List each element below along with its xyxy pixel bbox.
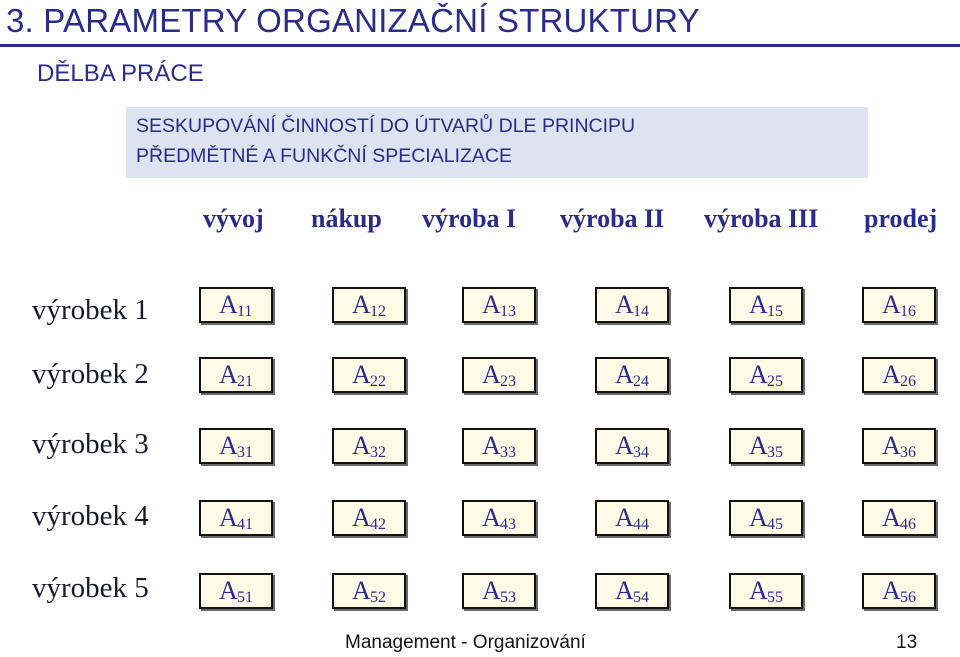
- cell-index: 32: [370, 444, 386, 461]
- matrix-cell: [862, 287, 936, 323]
- footer-text: Management - Organizování: [345, 632, 586, 653]
- cell-letter: A: [352, 431, 371, 460]
- cell-index: 26: [900, 373, 916, 390]
- cell-letter: A: [219, 576, 238, 605]
- cell-index: 54: [633, 589, 649, 606]
- cell-letter: A: [749, 431, 768, 460]
- cell-letter: A: [882, 576, 901, 605]
- matrix-cell: [332, 573, 406, 609]
- matrix-cell: [729, 357, 803, 393]
- cell-letter: A: [615, 290, 634, 319]
- matrix-cell: [729, 287, 803, 323]
- matrix-cell: [862, 500, 936, 536]
- matrix-cell: [595, 500, 669, 536]
- title-underline: [0, 44, 960, 47]
- matrix-cell: [462, 357, 536, 393]
- cell-letter: A: [352, 576, 371, 605]
- cell-index: 42: [370, 516, 386, 533]
- cell-index: 36: [900, 444, 916, 461]
- row-label-2: výrobek 2: [32, 358, 149, 390]
- matrix-cell: [862, 357, 936, 393]
- matrix-cell: [729, 573, 803, 609]
- cell-index: 46: [900, 516, 916, 533]
- cell-index: 34: [633, 444, 649, 461]
- cell-letter: A: [219, 503, 238, 532]
- info-banner: [126, 107, 868, 178]
- banner-line-2: PŘEDMĚTNÉ A FUNKČNÍ SPECIALIZACE: [136, 145, 512, 167]
- cell-letter: A: [482, 431, 501, 460]
- cell-index: 51: [237, 589, 253, 606]
- cell-index: 11: [237, 303, 253, 320]
- cell-letter: A: [352, 360, 371, 389]
- cell-letter: A: [882, 290, 901, 319]
- cell-letter: A: [352, 290, 371, 319]
- cell-index: 25: [767, 373, 783, 390]
- cell-letter: A: [615, 503, 634, 532]
- matrix-cell: [199, 428, 273, 464]
- matrix-cell: [199, 500, 273, 536]
- column-header-vyroba-2: výroba II: [560, 204, 665, 233]
- matrix-cell: [199, 287, 273, 323]
- column-header-vyroba-3: výroba III: [704, 204, 819, 233]
- row-label-3: výrobek 3: [32, 428, 149, 460]
- cell-index: 43: [500, 516, 516, 533]
- matrix-cell: [729, 428, 803, 464]
- cell-letter: A: [882, 360, 901, 389]
- column-header-vyvoj: vývoj: [203, 204, 264, 233]
- cell-letter: A: [219, 431, 238, 460]
- cell-index: 56: [900, 589, 916, 606]
- matrix-cell: [462, 428, 536, 464]
- cell-index: 41: [237, 516, 253, 533]
- cell-letter: A: [482, 290, 501, 319]
- matrix-cell: [595, 287, 669, 323]
- cell-letter: A: [749, 503, 768, 532]
- cell-index: 53: [500, 589, 516, 606]
- matrix-cell: [862, 573, 936, 609]
- matrix-cell: [595, 357, 669, 393]
- cell-index: 21: [237, 373, 253, 390]
- cell-letter: A: [882, 431, 901, 460]
- matrix-cell: [462, 287, 536, 323]
- matrix-cell: [595, 573, 669, 609]
- cell-index: 13: [500, 303, 516, 320]
- matrix-cell: [332, 428, 406, 464]
- cell-letter: A: [749, 576, 768, 605]
- cell-index: 24: [633, 373, 649, 390]
- slide-title: 3. PARAMETRY ORGANIZAČNÍ STRUKTURY: [6, 2, 700, 39]
- matrix-cell: [199, 573, 273, 609]
- page-number: 13: [896, 632, 918, 653]
- matrix-cell: [862, 428, 936, 464]
- column-header-nakup: nákup: [311, 204, 382, 233]
- row-label-5: výrobek 5: [32, 572, 149, 604]
- row-label-1: výrobek 1: [32, 294, 149, 326]
- cell-index: 52: [370, 589, 386, 606]
- matrix-cell: [595, 428, 669, 464]
- cell-letter: A: [219, 360, 238, 389]
- cell-letter: A: [882, 503, 901, 532]
- row-label-4: výrobek 4: [32, 500, 149, 532]
- cell-letter: A: [615, 360, 634, 389]
- cell-letter: A: [615, 431, 634, 460]
- cell-letter: A: [749, 290, 768, 319]
- cell-index: 16: [900, 303, 916, 320]
- cell-letter: A: [219, 290, 238, 319]
- cell-letter: A: [482, 576, 501, 605]
- matrix-cell: [199, 357, 273, 393]
- matrix-cell: [729, 500, 803, 536]
- cell-letter: A: [749, 360, 768, 389]
- matrix-cell: [462, 573, 536, 609]
- matrix-cell: [462, 500, 536, 536]
- slide-subtitle: DĚLBA PRÁCE: [37, 60, 204, 87]
- cell-letter: A: [482, 360, 501, 389]
- cell-index: 55: [767, 589, 783, 606]
- cell-index: 31: [237, 444, 253, 461]
- matrix-cell: [332, 357, 406, 393]
- cell-index: 45: [767, 516, 783, 533]
- cell-index: 12: [370, 303, 386, 320]
- cell-index: 22: [370, 373, 386, 390]
- banner-line-1: SESKUPOVÁNÍ ČINNOSTÍ DO ÚTVARŮ DLE PRINCIPU: [136, 115, 636, 137]
- cell-index: 23: [500, 373, 516, 390]
- matrix-cell: [332, 287, 406, 323]
- matrix-cell: [332, 500, 406, 536]
- cell-index: 15: [767, 303, 783, 320]
- cell-index: 33: [500, 444, 516, 461]
- cell-index: 44: [633, 516, 649, 533]
- cell-index: 35: [767, 444, 783, 461]
- column-header-prodej: prodej: [864, 204, 938, 233]
- cell-letter: A: [352, 503, 371, 532]
- cell-letter: A: [482, 503, 501, 532]
- cell-index: 14: [633, 303, 649, 320]
- cell-letter: A: [615, 576, 634, 605]
- column-header-vyroba-1: výroba I: [422, 204, 517, 233]
